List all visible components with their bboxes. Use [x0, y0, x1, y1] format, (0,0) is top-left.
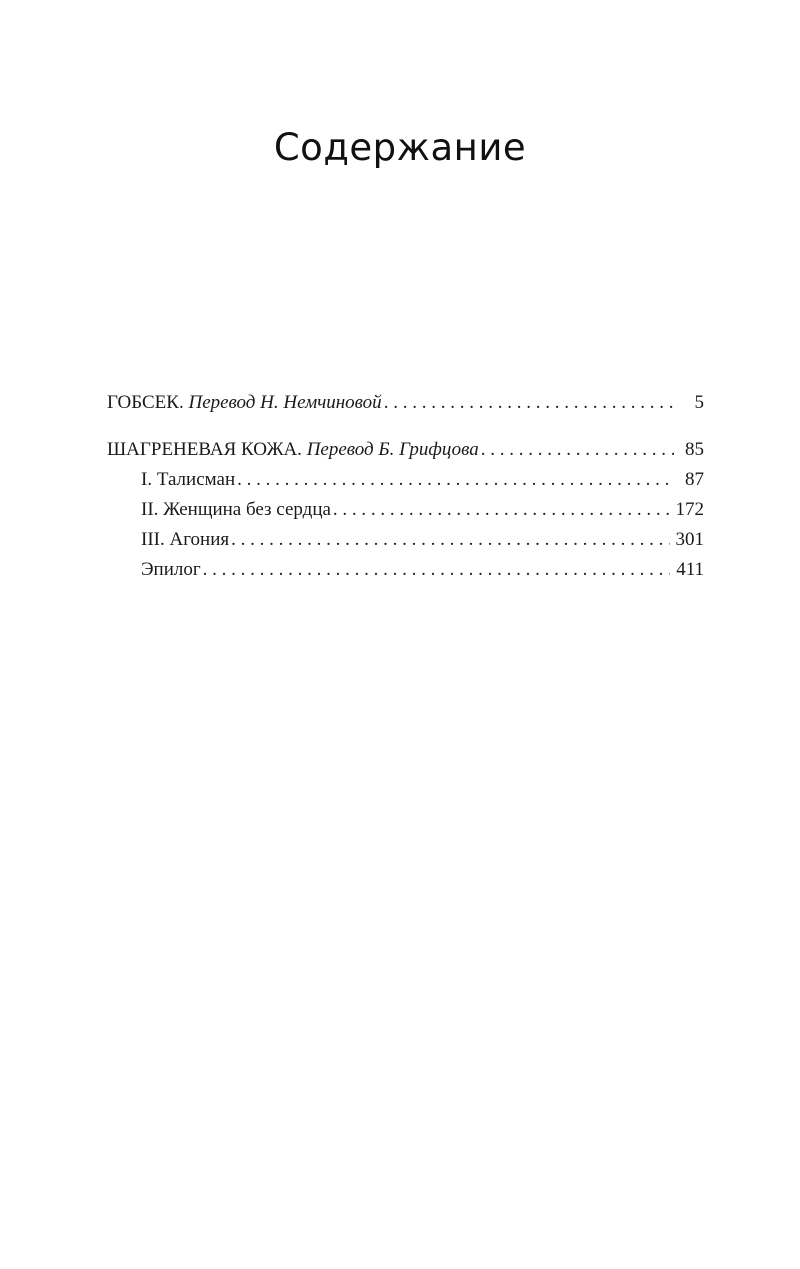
chapter-title: II. Женщина без сердца [141, 499, 331, 520]
dot-leader [384, 388, 674, 418]
page-title: Содержание [273, 126, 527, 169]
chapter-title: III. Агония [141, 529, 230, 550]
page-number: 172 [675, 499, 704, 520]
toc-subentry-heartless-woman[interactable] [107, 495, 704, 525]
chapter-title: Эпилог [141, 559, 201, 580]
translator-credit: Перевод Н. Немчиновой [188, 392, 382, 413]
dot-leader [231, 525, 669, 555]
toc-entry-shagreen-skin[interactable] [107, 435, 704, 465]
toc-subentry-talisman[interactable] [107, 465, 704, 495]
chapter-title: I. Талисман [141, 469, 236, 490]
work-title: ШАГРЕНЕВАЯ КОЖА. [107, 439, 302, 460]
toc-entry-gobseck[interactable] [107, 388, 704, 418]
toc-entry-label [107, 435, 479, 465]
page-number: 87 [685, 469, 704, 490]
toc-subentry-agony[interactable] [107, 525, 704, 555]
dot-leader [203, 555, 671, 585]
page-number: 411 [676, 559, 704, 580]
page-number: 85 [685, 439, 704, 460]
page-number: 301 [675, 529, 704, 550]
dot-leader [481, 435, 674, 465]
work-title: ГОБСЕК. [107, 392, 184, 413]
translator-credit: Перевод Б. Грифцова [306, 439, 479, 460]
table-of-contents [107, 388, 704, 585]
dot-leader [237, 465, 674, 495]
toc-subentry-epilogue[interactable] [107, 555, 704, 585]
dot-leader [333, 495, 670, 525]
page-number: 5 [694, 392, 704, 413]
toc-entry-label [107, 388, 382, 418]
